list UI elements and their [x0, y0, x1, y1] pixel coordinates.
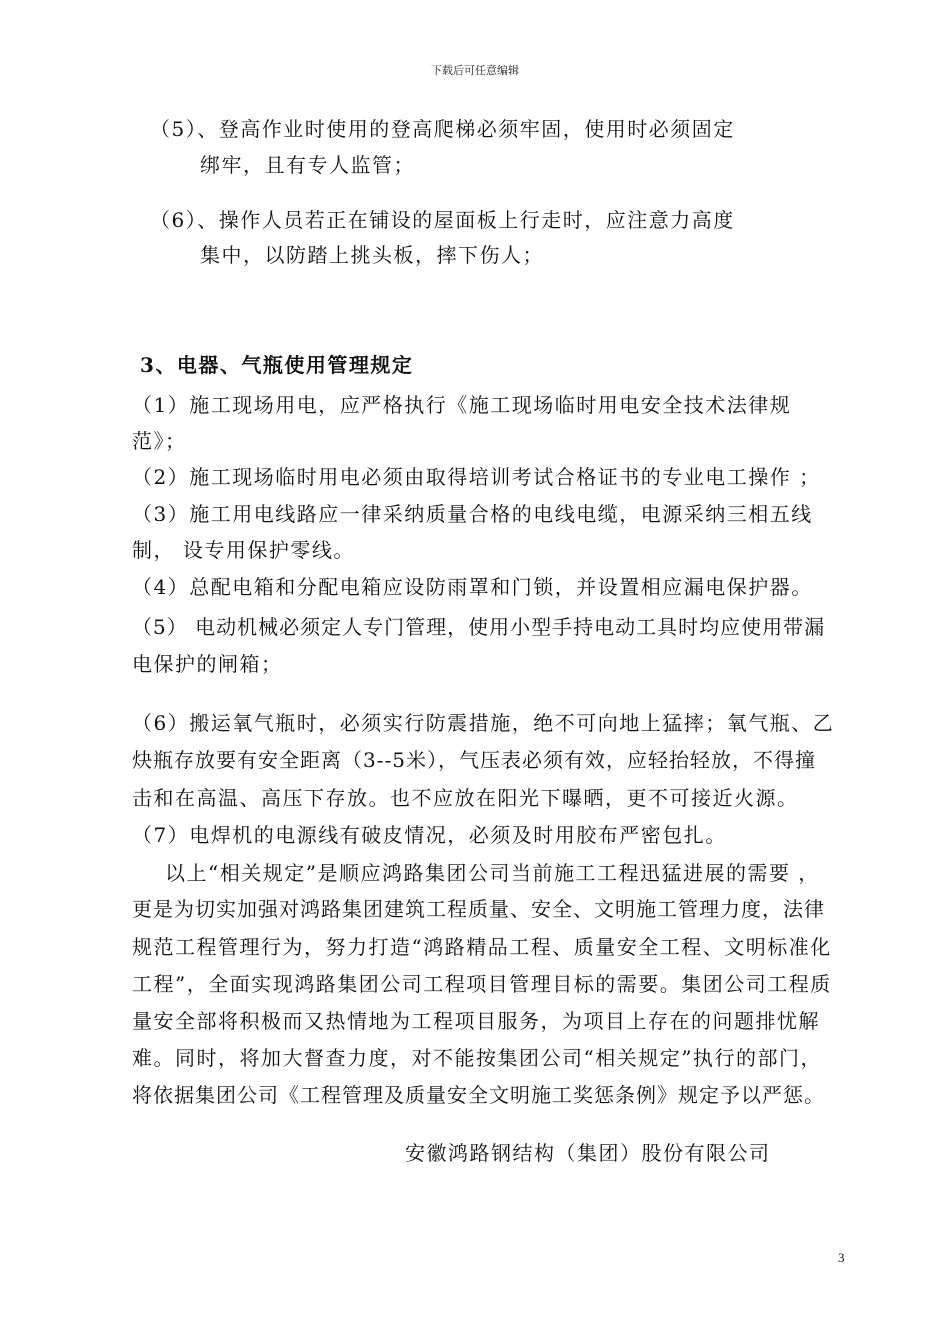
closing-line-4: 工程”，全面实现鸿路集团公司工程项目管理目标的需要。集团公司工程质: [132, 972, 832, 996]
closing-line-6: 难。同时，将加大督查力度，对不能按集团公司“相关规定”执行的部门，: [132, 1046, 822, 1070]
page-number: 3: [838, 1250, 845, 1265]
section-3-line-10: 炔瓶存放要有安全距离（3--5米），气压表必须有效，应轻抬轻放，不得撞: [132, 748, 816, 772]
section-3-line-1: （1）施工现场用电，应严格执行《施工现场临时用电安全技术法律规: [132, 393, 792, 417]
closing-line-2: 更是为切实加强对鸿路集团建筑工程质量、安全、文明施工管理力度，法律: [132, 897, 825, 921]
section-3-line-9: （6）搬运氧气瓶时，必须实行防震措施，绝不可向地上猛摔；氧气瓶、乙: [132, 711, 835, 735]
section-3-line-3: （2）施工现场临时用电必须由取得培训考试合格证书的专业电工操作 ；: [132, 465, 821, 489]
item-5-line-2: 绑牢，且有专人监管；: [200, 153, 415, 177]
closing-line-1: 以上“相关规定”是顺应鸿路集团公司当前施工工程迅猛进展的需要 ，: [165, 861, 820, 885]
section-3-line-4: （3）施工用电线路应一律采纳质量合格的电线电缆，电源采纳三相五线: [132, 502, 813, 526]
item-6-line-2: 集中，以防踏上挑头板，摔下伤人；: [200, 243, 544, 267]
page-header: 下载后可任意编辑: [431, 64, 519, 77]
section-3-line-11: 击和在高温、高压下存放。也不应放在阳光下曝晒，更不可接近火源。: [132, 786, 799, 810]
section-3-line-5: 制， 设专用保护零线。: [132, 538, 355, 562]
closing-line-3: 规范工程管理行为，努力打造“鸿路精品工程、质量安全工程、文明标准化: [132, 935, 832, 959]
section-3-line-7: （5） 电动机械必须定人专门管理，使用小型手持电动工具时均应使用带漏: [132, 615, 826, 639]
item-5-line-1: （5）、登高作业时使用的登高爬梯必须牢固，使用时必须固定: [150, 117, 735, 141]
item-6-line-1: （6）、操作人员若正在铺设的屋面板上行走时，应注意力高度: [150, 208, 735, 232]
company-signature: 安徽鸿路钢结构（集团）股份有限公司: [405, 1141, 771, 1165]
closing-line-7: 将依据集团公司《工程管理及质量安全文明施工奖惩条例》规定予以严惩。: [132, 1083, 825, 1107]
section-3-line-6: （4）总配电箱和分配电箱应设防雨罩和门锁，并设置相应漏电保护器。: [132, 575, 813, 599]
section-3-heading: 3、电器、气瓶使用管理规定: [140, 353, 414, 377]
closing-line-5: 量安全部将积极而又热情地为工程项目服务，为项目上存在的问题排忧解: [132, 1009, 820, 1033]
section-3-line-12: （7）电焊机的电源线有破皮情况，必须及时用胶布严密包扎。: [132, 823, 727, 847]
section-3-line-8: 电保护的闸箱；: [132, 652, 283, 676]
section-3-line-2: 范》；: [132, 429, 187, 453]
